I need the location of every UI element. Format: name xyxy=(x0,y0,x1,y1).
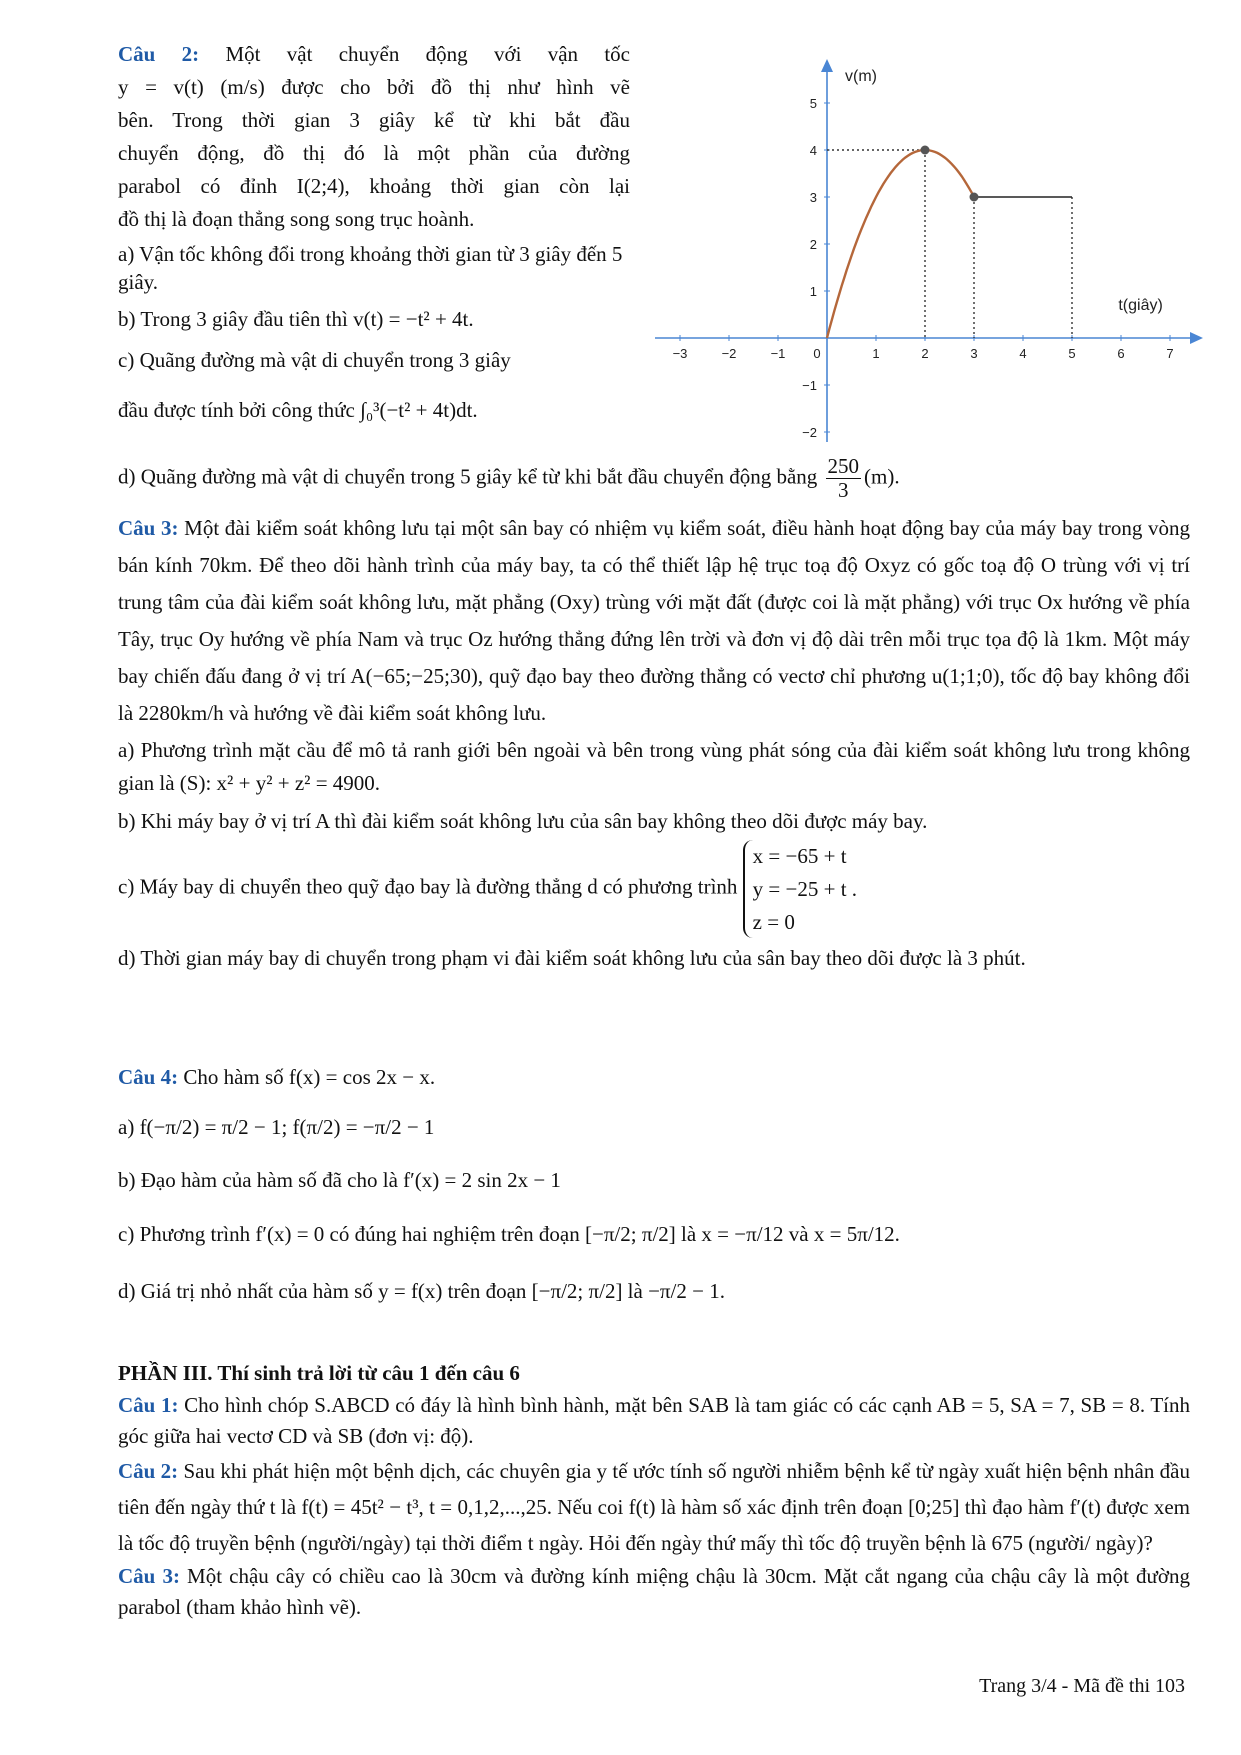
q3-eq-x: x = −65 + t xyxy=(752,844,847,869)
y-axis-arrow xyxy=(821,59,833,72)
q2-line-4: parabol có đỉnh I(2;4), khoảng thời gian còn lại xyxy=(118,174,630,198)
q2-d-num: 250 xyxy=(827,454,860,478)
q3-c-system xyxy=(743,840,857,938)
plot-area xyxy=(655,59,1203,442)
q3-eq-y: y = −25 + t . xyxy=(752,876,858,901)
q2-option-d xyxy=(118,455,1190,502)
x-tick-label: −2 xyxy=(721,346,737,361)
y-tick-label: 4 xyxy=(809,143,817,158)
graph-point xyxy=(921,146,930,155)
q2-line-3: chuyển động, đồ thị đó là một phần của đường xyxy=(118,141,630,165)
y-tick-label: 3 xyxy=(809,190,817,205)
p3-q3-label: Câu 3: xyxy=(118,1563,180,1588)
x-tick-label: 2 xyxy=(921,346,929,361)
q2-d-text: d) Quãng đường mà vật di chuyển trong 5 giây kể từ khi bắt đầu chuyển động bằng xyxy=(118,464,818,489)
page-footer: Trang 3/4 - Mã đề thi 103 xyxy=(979,1675,1185,1697)
x-tick-label: 3 xyxy=(970,346,978,361)
q4-option-a: a) f(−π/2) = π/2 − 1; f(π/2) = −π/2 − 1 xyxy=(118,1114,435,1139)
y-tick-label: −2 xyxy=(802,425,817,440)
y-tick-label: −1 xyxy=(802,378,817,393)
p3-q2-label: Câu 2: xyxy=(118,1458,179,1483)
q2-option-c1: c) Quãng đường mà vật di chuyển trong 3 giây xyxy=(118,348,511,372)
q3-c-text: c) Máy bay di chuyển theo quỹ đạo bay là đường thẳng d có phương trình xyxy=(118,875,738,900)
q3-eq-z: z = 0 xyxy=(752,909,795,934)
q3-stem: Một đài kiểm soát không lưu tại một sân bay có nhiệm vụ kiểm soát, điều hành hoạt động bay của máy bay trong vòng bán kính 70km. Để theo dõi hành trình của máy bay, ta có thể thiết lập hệ trục toạ độ Oxyz có gốc toạ độ O trùng với vị trí trung tâm của đài kiểm soát không lưu, mặt phẳng (Oxy) trùng với mặt đất (được coi là mặt phẳng) với trục Ox hướng về phía Tây, trục Oy hướng về phía Nam và trục Oz hướng thẳng đứng lên trời và đơn vị độ dài trên mỗi trục tọa độ là 1km. Một máy bay chiến đấu đang ở vị trí A(−65;−25;30), quỹ đạo bay theo đường thẳng có vectơ chỉ phương u(1;1;0), tốc độ bay không đổi là 2280km/h và hướng về đài kiểm soát không lưu. xyxy=(118,516,1191,725)
q4-option-b: b) Đạo hàm của hàm số đã cho là f′(x) = 2 sin 2x − 1 xyxy=(118,1168,561,1192)
q3-option-d: d) Thời gian máy bay di chuyển trong phạm vi đài kiểm soát không lưu của sân bay theo dõi được là 3 phút. xyxy=(118,946,1026,971)
q2-option-c2: đầu được tính bởi công thức ∫₀³(−t² + 4t)dt. xyxy=(118,398,478,422)
q2-line-5: đồ thị là đoạn thẳng song song trục hoành. xyxy=(118,207,475,231)
y-tick-label: 2 xyxy=(809,237,817,252)
x-tick-label: 4 xyxy=(1019,346,1027,361)
q4-option-c: c) Phương trình f′(x) = 0 có đúng hai nghiệm trên đoạn [−π/2; π/2] là x = −π/12 và x = 5π/12. xyxy=(118,1221,900,1246)
q2-d-fraction xyxy=(826,455,862,502)
q2-label: Câu 2: xyxy=(118,42,200,66)
q2-line-1: y = v(t) (m/s) được cho bởi đồ thị như hình vẽ xyxy=(118,75,630,99)
velocity-graph xyxy=(650,38,1230,458)
part3-title: PHẦN III. Thí sinh trả lời từ câu 1 đến câu 6 xyxy=(118,1361,520,1385)
q3-block xyxy=(118,510,1190,972)
x-tick-label: 6 xyxy=(1117,346,1125,361)
q2-option-b: b) Trong 3 giây đầu tiên thì v(t) = −t² + 4t. xyxy=(118,307,474,331)
p3-q1-label: Câu 1: xyxy=(118,1392,179,1417)
q2-line-2: bên. Trong thời gian 3 giây kể từ khi bắt đầu xyxy=(118,108,630,132)
p3-q3-text: Một chậu cây có chiều cao là 30cm và đường kính miệng chậu là 30cm. Mặt cắt ngang của chậu cây là một đường parabol (tham khảo hình vẽ). xyxy=(118,1563,1191,1619)
x-tick-label: 1 xyxy=(872,346,880,361)
p3-q1-text: Cho hình chóp S.ABCD có đáy là hình bình hành, mặt bên SAB là tam giác có các cạnh AB = 5, SA = 7, SB = 8. Tính góc giữa hai vectơ CD và SB (đơn vị: độ). xyxy=(118,1392,1190,1448)
q3-option-c xyxy=(118,840,1190,938)
q4-block xyxy=(118,1062,1190,1308)
y-tick-label: 5 xyxy=(809,96,817,111)
q4-label: Câu 4: xyxy=(118,1065,179,1089)
q3-label: Câu 3: xyxy=(118,516,179,540)
q2-d-den: 3 xyxy=(838,478,849,503)
q2-option-a: a) Vận tốc không đổi trong khoảng thời gian từ 3 giây đến 5 giây. xyxy=(118,242,623,294)
x-tick-label: 0 xyxy=(813,346,821,361)
y-axis-label: v(m) xyxy=(845,68,877,85)
part3-block xyxy=(118,1358,1190,1624)
q3-option-a: a) Phương trình mặt cầu để mô tả ranh giới bên ngoài và bên trong vùng phát sóng của đài kiểm soát không lưu trong không gian là (S): x² + y² + z² = 4900. xyxy=(118,738,1190,795)
x-tick-label: −3 xyxy=(672,346,688,361)
graph-point xyxy=(970,193,979,202)
q2-d-unit: (m). xyxy=(864,464,900,489)
p3-q2-text: Sau khi phát hiện một bệnh dịch, các chuyên gia y tế ước tính số người nhiễm bệnh kể từ ngày xuất hiện bệnh nhân đầu tiên đến ngày thứ t là f(t) = 45t² − t³, t = 0,1,2,...,25. Nếu coi f(t) là hàm số xác định trên đoạn [0;25] thì đạo hàm f′(t) được xem là tốc độ truyền bệnh (người/ngày) tại thời điểm t ngày. Hỏi đến ngày thứ mấy thì tốc độ truyền bệnh là 675 (người/ ngày)? xyxy=(118,1458,1190,1555)
y-tick-label: 1 xyxy=(809,284,817,299)
q4-option-d: d) Giá trị nhỏ nhất của hàm số y = f(x) trên đoạn [−π/2; π/2] là −π/2 − 1. xyxy=(118,1279,725,1303)
x-tick-label: 7 xyxy=(1166,346,1174,361)
q2-line-0: Một vật chuyển động với vận tốc xyxy=(225,42,630,66)
x-axis-label: t(giây) xyxy=(1118,296,1163,314)
x-axis-arrow xyxy=(1190,332,1203,344)
q4-stem: Cho hàm số f(x) = cos 2x − x. xyxy=(183,1065,436,1089)
q2-stem xyxy=(118,38,630,236)
q3-option-b: b) Khi máy bay ở vị trí A thì đài kiểm soát không lưu của sân bay không theo dõi được máy bay. xyxy=(118,809,928,833)
x-tick-label: 5 xyxy=(1068,346,1076,361)
x-tick-label: −1 xyxy=(770,346,786,361)
parabola-curve xyxy=(827,150,974,338)
